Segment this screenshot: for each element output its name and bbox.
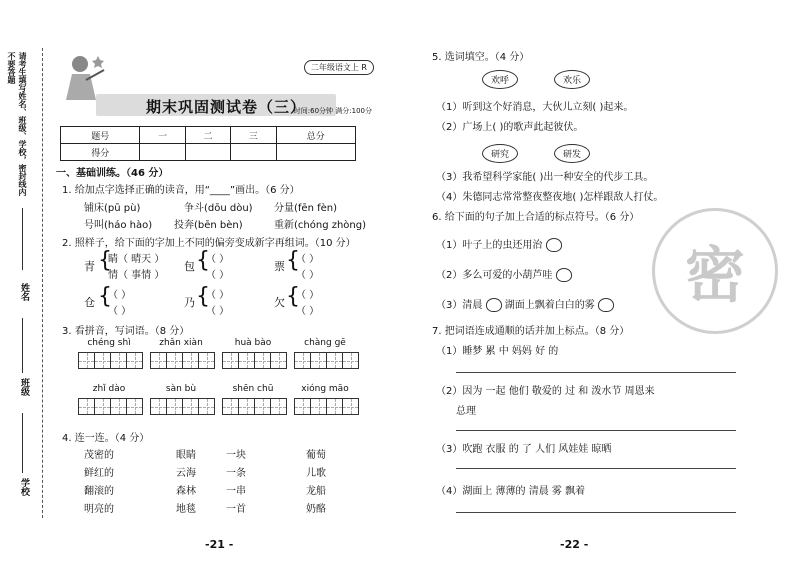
score-input[interactable] [276,144,355,161]
writing-grid[interactable] [150,398,215,415]
match-item[interactable]: 鲜红的 [84,468,114,479]
q1-prompt: 1. 给加点字选择正确的读音，用“____”画出。（6 分） [62,185,300,196]
writing-grid[interactable] [78,398,143,415]
brace-icon: { [98,284,112,309]
left-page [56,40,374,530]
class-label: 班级 [19,378,29,396]
q2-char: 包 [184,260,195,273]
match-item[interactable]: 一块 [226,450,246,461]
q2-blank[interactable]: （ ） [206,270,230,281]
q2-blank[interactable]: （ ） [206,306,230,317]
q2-prompt: 2. 照样子，给下面的字加上不同的偏旁变成新字再组词。（10 分） [62,238,356,249]
match-item[interactable]: 眼睛 [176,450,196,461]
match-item[interactable]: 葡萄 [306,450,326,461]
match-item[interactable]: 地毯 [176,504,196,515]
answer-line[interactable] [456,468,736,469]
q7-words: （3）吹跑 衣服 的 了 人们 风娃娃 晾晒 [436,444,612,455]
writing-grid[interactable] [294,398,359,415]
match-item[interactable]: 儿歌 [306,468,326,479]
confidential-seal [652,208,778,334]
match-item[interactable]: 茂密的 [84,450,114,461]
q6-prompt: 6. 给下面的句子加上合适的标点符号。（6 分） [432,212,640,223]
q2-char: 青 [84,260,95,273]
score-cell: 二 [185,127,230,144]
match-item[interactable]: 翻滚的 [84,486,114,497]
q5-sentence[interactable]: （2）广场上( )的歌声此起彼伏。 [436,122,584,133]
page-number-left: -21 - [205,538,234,551]
class-line [22,318,23,373]
seal-line [42,48,43,518]
pinyin-label: xióng māo [301,384,349,394]
q6-text: （3）清晨 [436,300,483,311]
q2-char: 乃 [184,296,195,309]
q2-char: 票 [274,260,285,273]
q2-char: 欠 [274,296,285,309]
pinyin-label: zhǎn xiàn [159,338,203,348]
writing-grid[interactable] [222,352,287,369]
q2-example: 情（ 事情 ） [108,270,165,281]
score-cell: 一 [140,127,185,144]
grade-tag: 二年级语文上 R [304,60,374,75]
q6-sentence [436,266,572,282]
pinyin-label: zhǐ dào [92,384,126,394]
score-cell: 三 [231,127,276,144]
sidebar-notice: 请考生填写姓名、班级、学校，密封线内不要答题 [7,52,27,196]
q2-blank[interactable]: （ ） [296,290,320,301]
score-cell: 总分 [276,127,355,144]
score-table [60,126,356,161]
q2-blank[interactable]: （ ） [206,290,230,301]
answer-line[interactable] [456,512,736,513]
q6-text: 湖面上飘着白白的雾 [504,300,595,311]
word-choice: 欢乐 [554,70,590,89]
writing-grid[interactable] [222,398,287,415]
q4-prompt: 4. 连一连。（4 分） [62,433,150,444]
name-label: 姓名 [19,283,29,301]
q3-prompt: 3. 看拼音，写词语。（8 分） [62,326,190,337]
answer-line[interactable] [456,430,736,431]
punctuation-blank-icon[interactable] [598,298,614,312]
match-item[interactable]: 一条 [226,468,246,479]
word-choice: 研究 [482,144,518,163]
binding-sidebar [4,48,48,518]
q5-sentence[interactable]: （4）朱德同志常常整夜整夜地( )怎样跟敌人打仗。 [436,192,664,203]
q5-prompt: 5. 选词填空。（4 分） [432,52,530,63]
punctuation-blank-icon[interactable] [556,268,572,282]
q7-prompt: 7. 把词语连成通顺的话并加上标点。（8 分） [432,326,630,337]
q1-item[interactable]: 号叫(háo hào) [84,220,153,231]
brace-icon: { [196,284,210,309]
q7-words: （4）湖面上 薄薄的 清晨 雾 飘着 [436,486,586,497]
score-input[interactable] [140,144,185,161]
match-item[interactable]: 一首 [226,504,246,515]
q5-sentence[interactable]: （1）听到这个好消息，大伙儿立刻( )起来。 [436,102,634,113]
q1-item[interactable]: 铺床(pū pù) [84,203,141,214]
brace-icon: { [98,248,112,273]
brace-icon: { [286,248,300,273]
punctuation-blank-icon[interactable] [546,238,562,252]
score-cell: 得分 [61,144,140,161]
q5-sentence[interactable]: （3）我希望科学家能( )出一种安全的代步工具。 [436,172,654,183]
answer-line[interactable] [456,372,736,373]
score-input[interactable] [231,144,276,161]
pinyin-label: chéng shì [87,338,131,348]
score-cell: 题号 [61,127,140,144]
q2-blank[interactable]: （ ） [206,254,230,265]
word-choice: 欢呼 [482,70,518,89]
q2-char: 仓 [84,296,95,309]
q6-text: （1）叶子上的虫还用治 [436,240,543,251]
pinyin-label: chàng gē [304,338,346,348]
match-item[interactable]: 龙船 [306,486,326,497]
school-label: 学校 [19,478,29,496]
word-choice: 研发 [554,144,590,163]
brace-icon: { [286,284,300,309]
q7-words: 总理 [456,406,476,417]
match-item[interactable]: 奶酪 [306,504,326,515]
q2-blank[interactable]: （ ） [108,290,132,301]
name-line [22,208,23,270]
q2-blank[interactable]: （ ） [108,306,132,317]
pinyin-label: sàn bù [165,384,197,394]
page-title: 期末巩固测试卷（三） [146,98,307,116]
q1-item[interactable]: 争斗(dōu dòu) [184,203,253,214]
brace-icon: { [196,248,210,273]
writing-grid[interactable] [78,352,143,369]
time-score-meta: 时间:60分钟 满分:100分 [293,107,372,115]
pinyin-label: shēn chū [232,384,274,394]
score-input[interactable] [185,144,230,161]
q6-sentence [436,296,614,312]
q2-blank[interactable]: （ ） [296,270,320,281]
page-number-right: -22 - [560,538,589,551]
section-1-heading: 一、基础训练。（46 分） [56,168,169,179]
q1-item[interactable]: 分量(fēn fèn) [274,203,338,214]
punctuation-blank-icon[interactable] [486,298,502,312]
q2-blank[interactable]: （ ） [296,254,320,265]
q7-words: （1）睡梦 累 中 妈妈 好 的 [436,346,559,357]
match-item[interactable]: 森林 [176,486,196,497]
school-line [22,413,23,473]
q2-example: 睛（ 晴天 ） [108,254,165,265]
seal-char: 密 [685,241,745,311]
writing-grid[interactable] [294,352,359,369]
q6-text: （2）多么可爱的小葫芦哇 [436,270,553,281]
test-header [56,44,374,114]
writing-grid[interactable] [150,352,215,369]
match-item[interactable]: 云海 [176,468,196,479]
q2-blank[interactable]: （ ） [296,306,320,317]
q6-sentence [436,236,562,252]
pinyin-label: huà bào [234,338,272,348]
q7-words: （2）因为 一起 他们 敬爱的 过 和 泼水节 周恩来 [436,386,655,397]
match-item[interactable]: 明亮的 [84,504,114,515]
match-item[interactable]: 一串 [226,486,246,497]
q1-item[interactable]: 投奔(bēn bèn) [174,220,243,231]
q1-item[interactable]: 重新(chóng zhòng) [274,220,367,231]
